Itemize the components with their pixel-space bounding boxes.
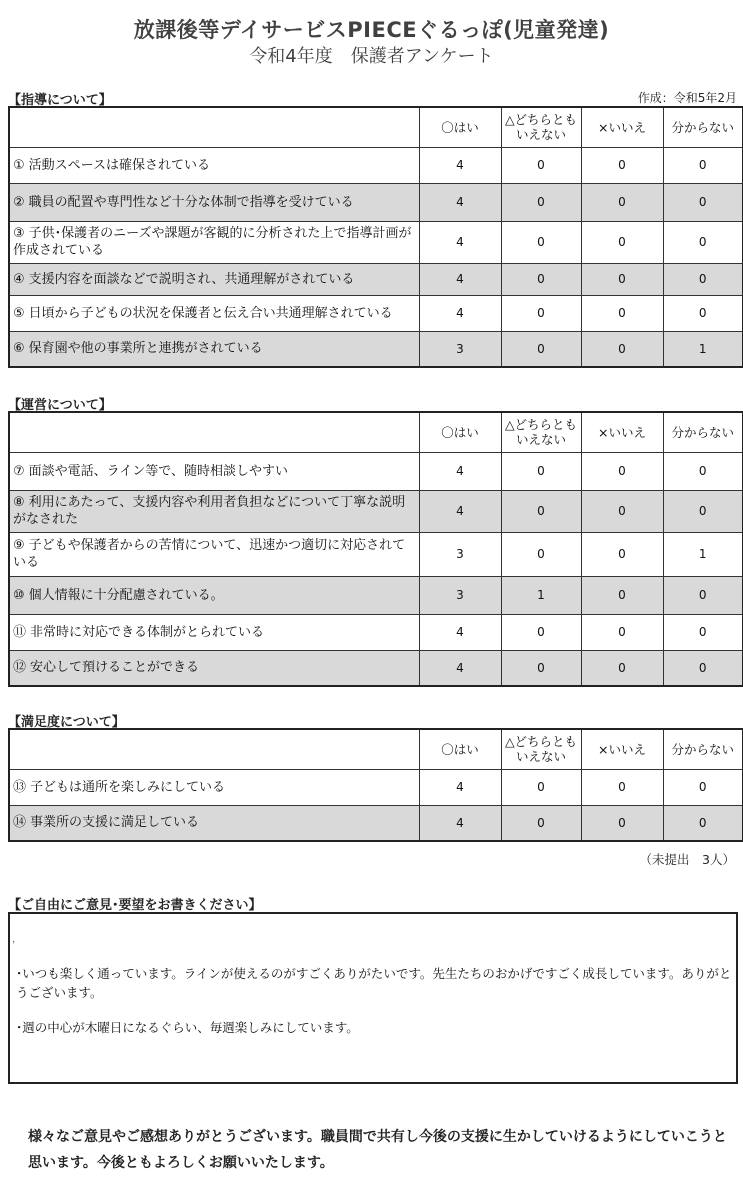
answer-count: 0 xyxy=(501,769,581,805)
column-header: △どちらとも いえない xyxy=(501,729,581,769)
question-cell xyxy=(9,183,419,221)
answer-count: 0 xyxy=(501,331,581,367)
answer-count: 1 xyxy=(501,576,581,614)
column-header: 分からない xyxy=(663,412,743,452)
question-cell xyxy=(9,576,419,614)
question-number: ④ xyxy=(13,271,25,287)
satisfaction-table xyxy=(8,728,743,842)
header-blank-cell xyxy=(9,412,419,452)
answer-count: 0 xyxy=(501,614,581,650)
question-number: ⑩ xyxy=(13,587,25,603)
answer-count: 4 xyxy=(419,805,501,841)
question-number: ③ xyxy=(13,226,25,241)
question-number: ⑨ xyxy=(13,538,25,553)
table-row xyxy=(9,490,743,532)
question-number: ⑥ xyxy=(13,341,25,357)
answer-count: 0 xyxy=(501,532,581,576)
question-text: 安心して預けることができる xyxy=(30,660,200,676)
comment-line: ･いつも楽しく通っています。ラインが使えるのがすごくありがたいです。先生たちのおかげですごく成長しています。ありがとうございます。 xyxy=(16,966,732,1000)
table-row xyxy=(9,576,743,614)
answer-count: 0 xyxy=(663,452,743,490)
answer-count: 4 xyxy=(419,614,501,650)
header-blank-cell xyxy=(9,729,419,769)
question-text: 事業所の支援に満足している xyxy=(30,815,200,831)
table-row xyxy=(9,614,743,650)
answer-count: 0 xyxy=(581,650,663,686)
answer-count: 0 xyxy=(501,221,581,263)
section-label-satisfaction: 【満足度について】 xyxy=(8,715,125,730)
answer-count: 4 xyxy=(419,490,501,532)
answer-count: 0 xyxy=(501,147,581,183)
column-header: ×いいえ xyxy=(581,107,663,147)
answer-count: 0 xyxy=(581,769,663,805)
page-subtitle: 令和4年度 保護者アンケート xyxy=(249,46,494,67)
answer-count: 4 xyxy=(419,263,501,295)
answer-count: 0 xyxy=(581,532,663,576)
answer-count: 0 xyxy=(581,221,663,263)
page-title: 放課後等デイサービスPIECEぐるっぽ(児童発達) xyxy=(133,18,610,42)
answer-count: 0 xyxy=(581,295,663,331)
answer-count: 0 xyxy=(501,650,581,686)
table-row xyxy=(9,295,743,331)
question-text: 非常時に対応できる体制がとられている xyxy=(30,624,265,640)
table-row xyxy=(9,532,743,576)
answer-count: 0 xyxy=(663,576,743,614)
answer-count: 0 xyxy=(581,183,663,221)
question-cell xyxy=(9,532,419,576)
answer-count: 0 xyxy=(663,769,743,805)
table-row xyxy=(9,147,743,183)
answer-count: 0 xyxy=(663,147,743,183)
question-number: ⑫ xyxy=(13,660,27,676)
section-label-guidance: 【指導について】 xyxy=(8,93,112,108)
guidance-table xyxy=(8,106,743,368)
answer-count: 4 xyxy=(419,650,501,686)
answer-count: 0 xyxy=(581,490,663,532)
table-row xyxy=(9,221,743,263)
answer-count: 0 xyxy=(663,650,743,686)
answer-count: 0 xyxy=(663,490,743,532)
table-row xyxy=(9,331,743,367)
question-text: 支援内容を面談などで説明され、共通理解がされている xyxy=(28,271,355,287)
table-header-row xyxy=(9,107,743,147)
question-cell xyxy=(9,805,419,841)
question-cell xyxy=(9,769,419,805)
table-row xyxy=(9,805,743,841)
created-date: 作成：令和5年2月 xyxy=(637,91,737,105)
answer-count: 0 xyxy=(663,263,743,295)
answer-count: 3 xyxy=(419,576,501,614)
question-cell xyxy=(9,490,419,532)
question-text: 日頃から子どもの状況を保護者と伝え合い共通理解されている xyxy=(28,305,393,321)
question-text: 保育園や他の事業所と連携がされている xyxy=(28,341,263,357)
comment-line: ･週の中心が木曜日になるぐらい、毎週楽しみにしています。 xyxy=(16,1020,359,1035)
question-number: ⑦ xyxy=(13,463,25,479)
question-number: ⑭ xyxy=(13,815,27,831)
closing-message: 様々なご意見やご感想ありがとうございます。職員間で共有し今後の支援に生かしていけるようにしていこうと思います。今後ともよろしくお願いいたします。 xyxy=(28,1129,727,1171)
question-number: ⑧ xyxy=(13,495,25,510)
answer-count: 0 xyxy=(581,263,663,295)
column-header: 〇はい xyxy=(419,107,501,147)
question-cell xyxy=(9,221,419,263)
table-row xyxy=(9,452,743,490)
question-cell xyxy=(9,147,419,183)
question-text: 子供･保護者のニーズや課題が客観的に分析された上で指導計画が作成されている xyxy=(13,226,412,258)
answer-count: 0 xyxy=(581,576,663,614)
column-header: ×いいえ xyxy=(581,729,663,769)
answer-count: 4 xyxy=(419,295,501,331)
answer-count: 4 xyxy=(419,147,501,183)
column-header: △どちらとも いえない xyxy=(501,412,581,452)
question-text: 子どもや保護者からの苦情について、迅速かつ適切に対応されている xyxy=(13,538,406,570)
table-row xyxy=(9,183,743,221)
question-text: 利用にあたって、支援内容や利用者負担などについて丁寧な説明がなされた xyxy=(13,495,406,527)
answer-count: 0 xyxy=(581,805,663,841)
answer-count: 4 xyxy=(419,452,501,490)
answer-count: 0 xyxy=(501,490,581,532)
section-label-operation: 【運営について】 xyxy=(8,398,112,413)
column-header: ×いいえ xyxy=(581,412,663,452)
header-blank-cell xyxy=(9,107,419,147)
question-cell xyxy=(9,650,419,686)
question-text: 活動スペースは確保されている xyxy=(28,157,211,173)
question-number: ⑬ xyxy=(13,779,27,795)
table-row xyxy=(9,650,743,686)
answer-count: 0 xyxy=(663,614,743,650)
answer-count: 0 xyxy=(501,805,581,841)
column-header: 〇はい xyxy=(419,729,501,769)
question-text: 個人情報に十分配慮されている。 xyxy=(28,587,224,603)
answer-count: 0 xyxy=(663,221,743,263)
column-header: 分からない xyxy=(663,729,743,769)
column-header: 〇はい xyxy=(419,412,501,452)
answer-count: 0 xyxy=(501,183,581,221)
answer-count: 1 xyxy=(663,532,743,576)
operation-table xyxy=(8,411,743,687)
answer-count: 0 xyxy=(663,295,743,331)
column-header: △どちらとも いえない xyxy=(501,107,581,147)
answer-count: 0 xyxy=(663,183,743,221)
question-cell xyxy=(9,452,419,490)
question-cell xyxy=(9,263,419,295)
answer-count: 0 xyxy=(501,295,581,331)
question-cell xyxy=(9,295,419,331)
question-text: 職員の配置や専門性など十分な体制で指導を受けている xyxy=(28,194,354,210)
question-number: ⑪ xyxy=(13,624,27,640)
answer-count: 0 xyxy=(581,614,663,650)
answer-count: 4 xyxy=(419,221,501,263)
comments-label: 【ご自由にご意見･要望をお書きください】 xyxy=(8,898,262,913)
answer-count: 1 xyxy=(663,331,743,367)
table-row xyxy=(9,769,743,805)
answer-count: 3 xyxy=(419,331,501,367)
answer-count: 0 xyxy=(501,263,581,295)
question-cell xyxy=(9,331,419,367)
answer-count: 0 xyxy=(581,331,663,367)
question-text: 子どもは通所を楽しみにしている xyxy=(30,779,226,795)
table-row xyxy=(9,263,743,295)
question-cell xyxy=(9,614,419,650)
answer-count: 0 xyxy=(581,452,663,490)
table-header-row xyxy=(9,412,743,452)
answer-count: 4 xyxy=(419,769,501,805)
question-number: ① xyxy=(13,157,25,173)
column-header: 分からない xyxy=(663,107,743,147)
question-text: 面談や電話、ライン等で、随時相談しやすい xyxy=(28,463,289,479)
unsubmitted-note: （未提出 3人） xyxy=(639,852,735,867)
question-number: ⑤ xyxy=(13,305,25,321)
question-number: ② xyxy=(13,194,25,210)
table-header-row xyxy=(9,729,743,769)
answer-count: 0 xyxy=(501,452,581,490)
answer-count: 3 xyxy=(419,532,501,576)
comment-mark: ， xyxy=(12,934,22,945)
answer-count: 0 xyxy=(663,805,743,841)
answer-count: 0 xyxy=(581,147,663,183)
answer-count: 4 xyxy=(419,183,501,221)
comments-box xyxy=(8,912,738,1084)
